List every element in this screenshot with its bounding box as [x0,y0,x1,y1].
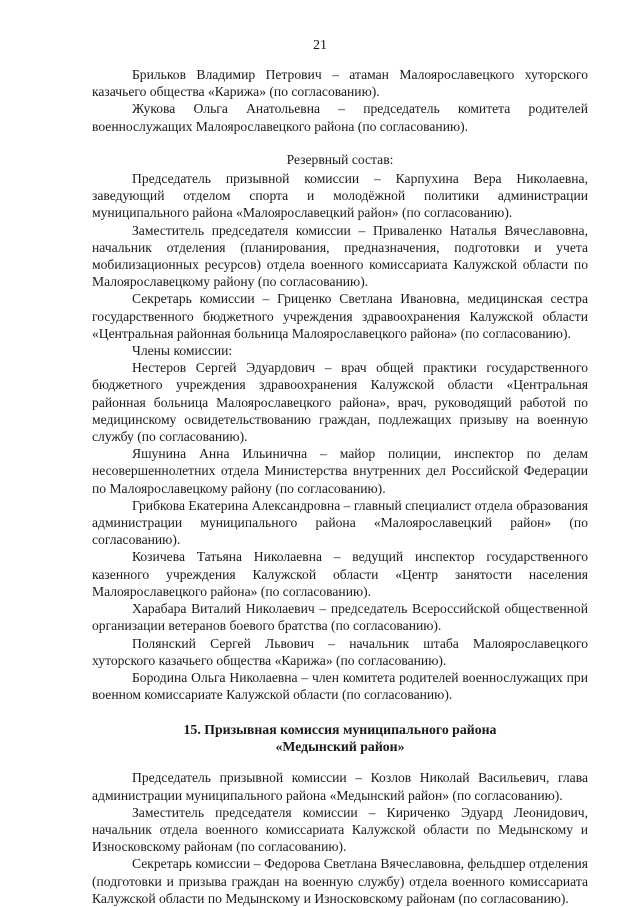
reserve-deputy: Заместитель председателя комиссии – Приваленко Наталья Вячеславовна, начальник отделения (планирования, предназначения, подготовки и учета мобилизационных ресурсов) отдела военного комиссариата Калужской области по Малоярославецкому району (по согласованию). [92,222,588,290]
paragraph-zhukova: Жукова Ольга Анатольевна – председатель комитета родителей военнослужащих Малоярославецкого района (по согласованию). [92,101,588,134]
paragraph-brilkov: Брильков Владимир Петрович – атаман Малоярославецкого хуторского казачьего общества «Карижа» (по согласованию). [92,67,588,100]
section-15-secretary: Секретарь комиссии – Федорова Светлана Вячеславовна, фельдшер отделения (подготовки и призыва граждан на военную службу) отдела военного комиссариата Калужской области по Медынскому и Износковскому районам (по согласованию). [92,856,588,906]
member-kozicheva: Козичева Татьяна Николаевна – ведущий инспектор государственного казенного учреждения Калужской области «Центр занятости населения Малоярославецкого района» (по согласованию). [92,549,588,599]
section-15-chairman: Председатель призывной комиссии – Козлов Николай Васильевич, глава администрации муниципального района «Медынский район» (по согласованию). [92,770,588,803]
section-15-title-line2: «Медынский район» [275,739,405,755]
member-yashunina: Яшунина Анна Ильинична – майор полиции, инспектор по делам несовершеннолетних отдела Министерства внутренних дел Российской Федерации по Малоярославецкому району (по согласованию). [92,446,588,496]
section-15-title-line1: 15. Призывная комиссия муниципального района [183,722,497,738]
member-borodina: Бородина Ольга Николаевна – член комитета родителей военнослужащих при военном комиссариате Калужской области (по согласованию). [92,669,588,703]
reserve-heading: Резервный состав: [286,151,394,167]
reserve-secretary: Секретарь комиссии – Гриценко Светлана Ивановна, медицинская сестра государственного бюджетного учреждения здравоохранения Калужской области «Центральная районная больница Малоярославецкого района» (по согласованию). [92,291,588,341]
section-15-deputy: Заместитель председателя комиссии – Кириченко Эдуард Леонидович, начальник отдела военного комиссариата Калужской области по Медынскому и Износковскому районам (по согласованию). [92,804,588,855]
member-kharabara: Харабара Виталий Николаевич – председатель Всероссийской общественной организации ветеранов боевого братства (по согласованию). [92,601,588,634]
member-gribkova: Грибкова Екатерина Александровна – главный специалист отдела образования администрации муниципального района «Малоярославецкий район» (по согласованию). [92,497,588,548]
member-nesterov: Нестеров Сергей Эдуардович – врач общей практики государственного бюджетного учреждения здравоохранения Калужской области «Центральная районная больница Малоярославецкого района», врач, руководящий работой по медицинскому освидетельствованию граждан, подлежащих призыву на военную службу (по согласованию). [92,360,588,445]
page-number: 21 [313,38,327,53]
document-body [92,66,588,907]
section-15-title [92,721,588,755]
reserve-chairman: Председатель призывной комиссии – Карпухина Вера Николаевна, заведующий отделом спорта и молодёжной политики администрации муниципального района «Малоярославецкий район» (по согласованию). [92,171,588,221]
member-polyansky: Полянский Сергей Львович – начальник штаба Малоярославецкого хуторского казачьего общества «Карижа» (по согласованию). [92,635,588,668]
members-label: Члены комиссии: [132,343,233,359]
